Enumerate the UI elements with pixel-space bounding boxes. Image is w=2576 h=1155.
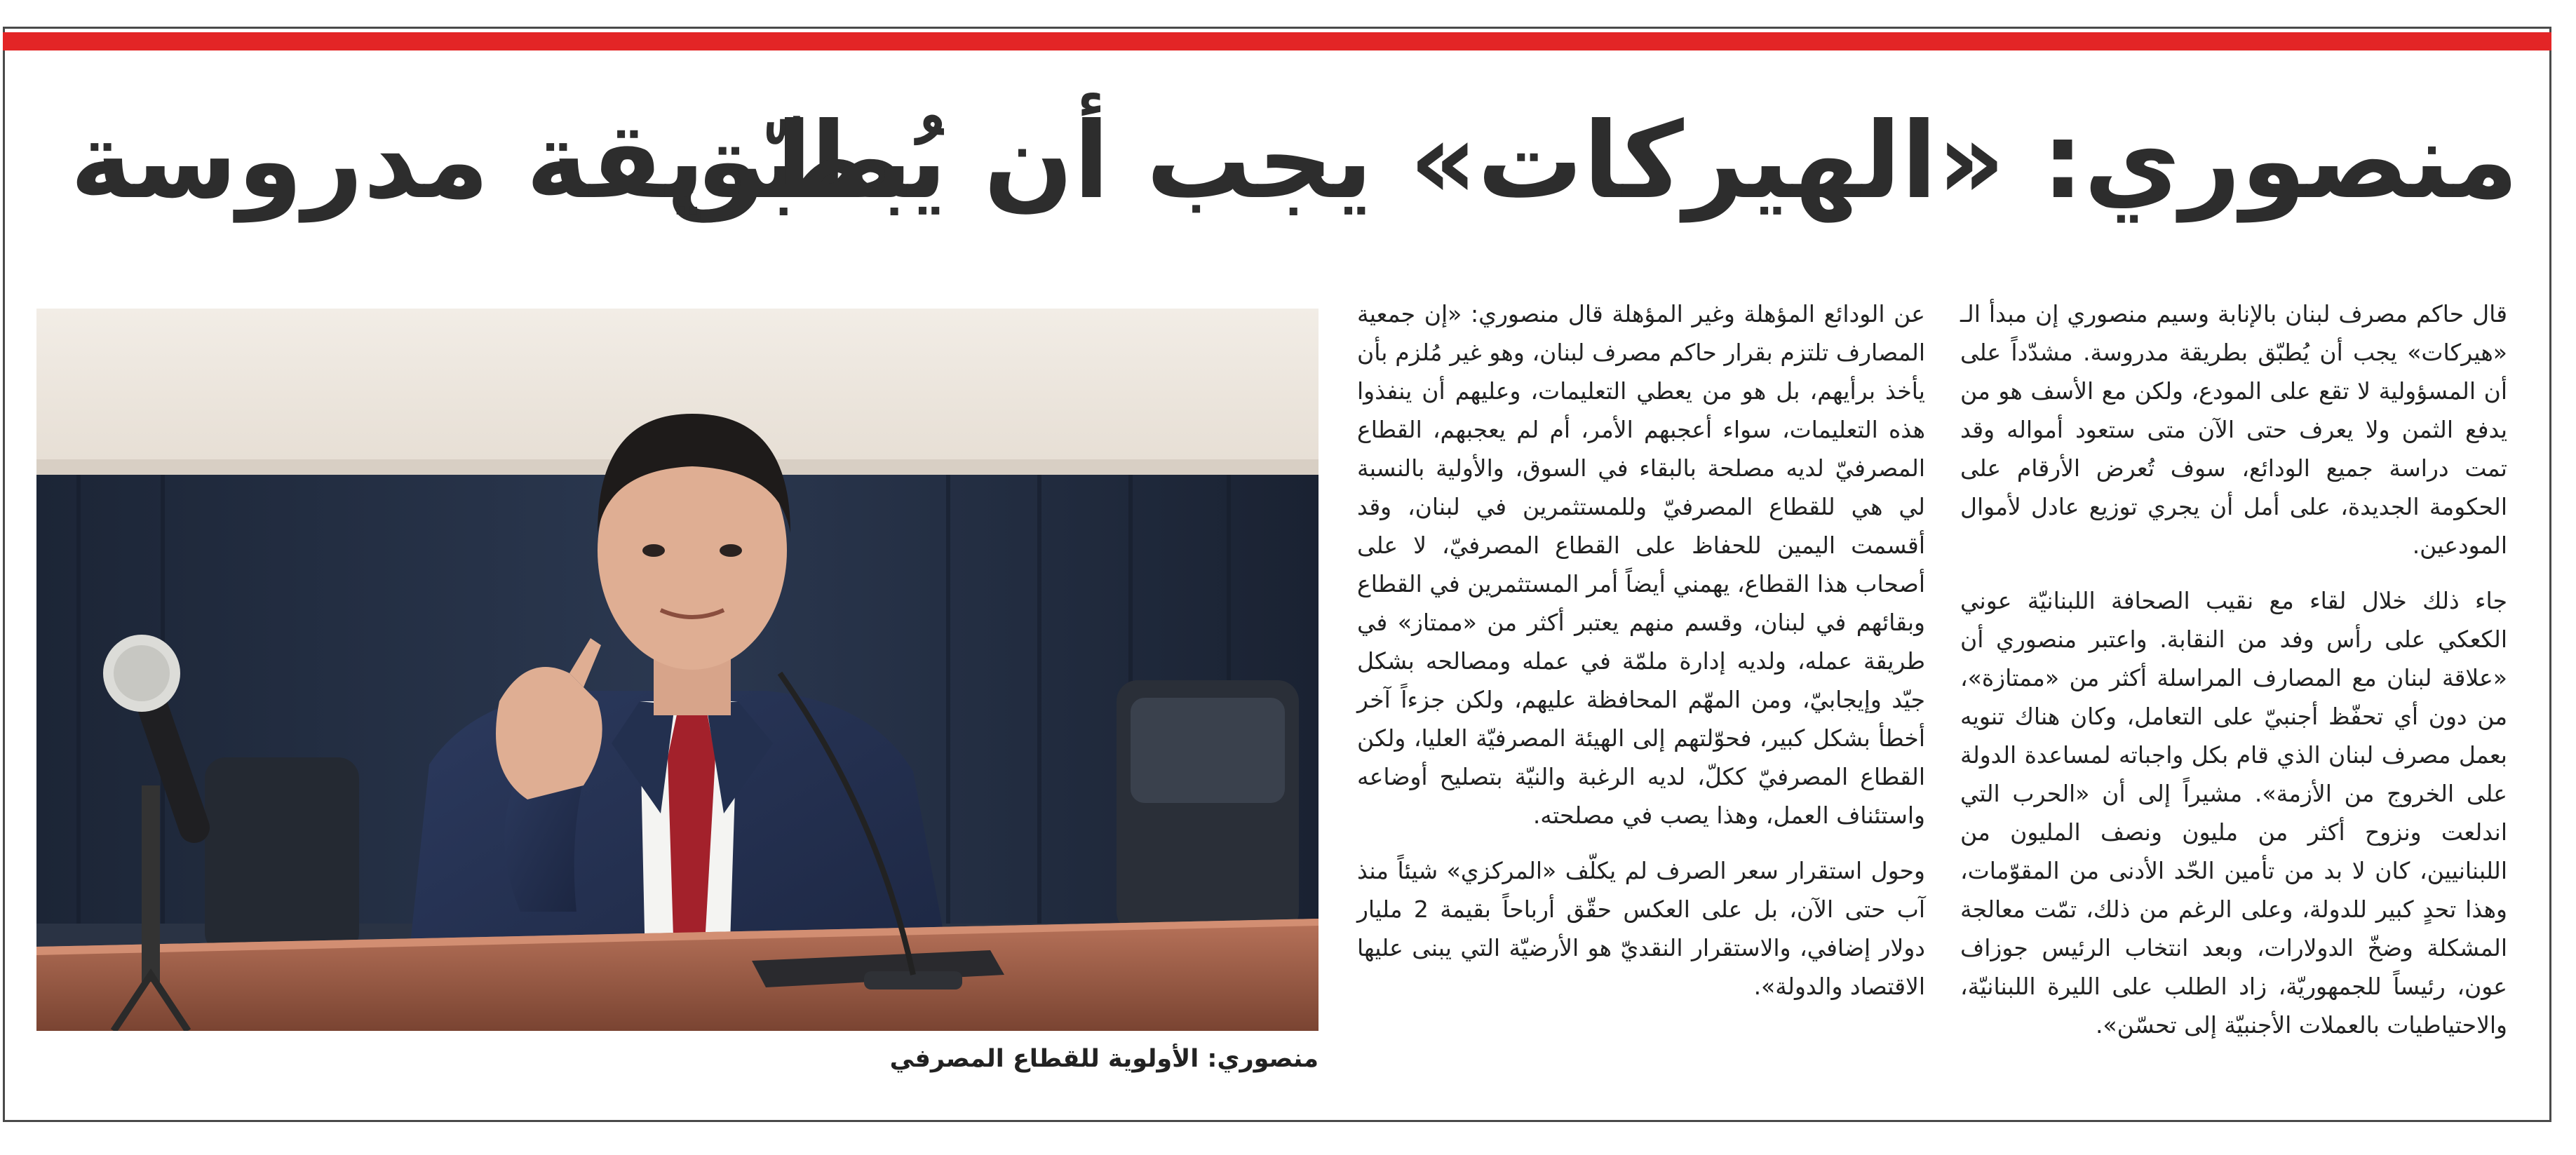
paragraph: جاء ذلك خلال لقاء مع نقيب الصحافة اللبنانيّة عوني الكعكي على رأس وفد من النقابة. واعتبر منصوري أن «علاقة لبنان مع المصارف المراسلة أكثر من «ممتازة»، من دون أي تحفّظ أجنبيّ على التعامل، وكان هناك تنويه بعمل مصرف لبنان الذي قام بكل واجباته لمساعدة الدولة على الخروج من الأزمة». مشيراً إلى أن «الحرب التي اندلعت ونزوح أكثر من مليون ونصف المليون من اللبنانيين، كان لا بد من تأمين الحّد الأدنى من المقوّمات، وهذا تحدٍ كبير للدولة، وعلى الرغم من ذلك، تمّت معالجة المشكلة وضخّ الدولارات، وبعد انتخاب الرئيس جوزاف عون، رئيساً للجمهوريّة، زاد الطلب على الليرة اللبنانيّة، والاحتياطيات بالعملات الأجنبيّة إلى تحسّن». <box>1960 587 2507 1039</box>
top-accent-bar <box>3 32 2551 50</box>
paragraph: وحول استقرار سعر الصرف لم يكلّف «المركزي» شيئاً منذ آب حتى الآن، بل على العكس حقّق أرباحاً بقيمة 2 مليار دولار إضافي، والاستقرار النقديّ هو الأرضيّة التي يبنى عليها الاقتصاد والدولة». <box>1357 857 1925 1000</box>
photo-caption: منصوري: الأولوية للقطاع المصرفي <box>889 1045 1319 1073</box>
article-photo <box>36 309 1319 1031</box>
speaker-photo-illustration <box>36 309 1319 1031</box>
article-column-middle <box>1357 295 1925 1022</box>
paragraph: عن الودائع المؤهلة وغير المؤهلة قال منصوري: «إن جمعية المصارف تلتزم بقرار حاكم مصرف لبنان، وهو غير مُلزم بأن يأخذ برأيهم، بل هو من يعطي التعليمات، وعليهم أن ينفذوا هذه التعليمات، سواء أعجبهم الأمر، أم لم يعجبهم، القطاع المصرفيّ لديه مصلحة بالبقاء في السوق، والأولية بالنسبة لي هي للقطاع المصرفيّ وللمستثمرين في لبنان، وقد أقسمت اليمين للحفاظ على القطاع المصرفيّ، لا على أصحاب هذا القطاع، يهمني أيضاً أمر المستثمرين في القطاع وبقائهم في لبنان، وقسم منهم يعتبر أكثر من «ممتاز» في طريقة عمله، ولديه إدارة ملمّة في عمله ومصالحه بشكل جيّد وإيجابيّ، ومن المهّم المحافظة عليهم، ولكن جزءاً آخر أخطأ بشكل كبير، فحوّلتهم إلى الهيئة المصرفيّة العليا، ولكن القطاع المصرفيّ ككلّ، لديه الرغبة والنيّة بتصليح أوضاعه واستئناف العمل، وهذا يصب في مصلحته. <box>1357 300 1925 829</box>
headline-main: منصوري: «الهيركات» يجب أن يُطبّق <box>667 100 2518 222</box>
article-column-right <box>1960 295 2507 1061</box>
paragraph: قال حاكم مصرف لبنان بالإنابة وسيم منصوري إن مبدأ الـ «هيركات» يجب أن يُطبّق بطريقة مدروسة. مشدّداً على أن المسؤولية لا تقع على المودع، ولكن مع الأسف هو من يدفع الثمن ولا يعرف حتى الآن متى ستعود أمواله وقد تمت دراسة جميع الودائع، سوف تُعرض الأرقام على الحكومة الجديدة، على أمل أن يجري توزيع عادل لأموال المودعين. <box>1960 300 2507 559</box>
headline-continuation: بطريقة مدروسة <box>70 100 912 222</box>
